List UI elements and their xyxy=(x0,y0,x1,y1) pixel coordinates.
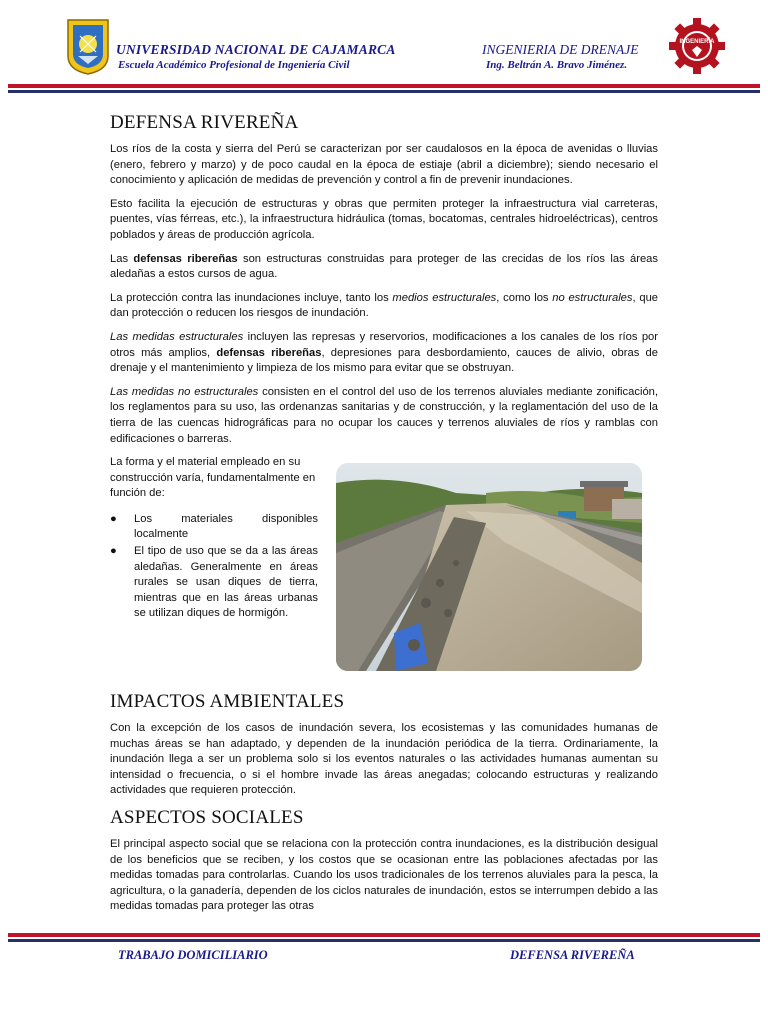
figure-text xyxy=(110,455,318,623)
list-item: ● El tipo de uso que se da a las áreas aledañas. Generalmente en áreas rurales se usan diques de tierra, mientras que en las áreas urbanas se utilizan diques de hormigón. xyxy=(110,545,318,620)
engineering-gear-logo xyxy=(668,17,726,75)
paragraph: Con la excepción de los casos de inundación severa, los ecosistemas y las comunidades humanas de muchas áreas se han adaptado, y dependen de la inundación periódica de la tierra. Ordinariamente, la inundación llega a ser un problema solo si los eventos naturales o las actividades humanas aumentan su intensidad o frecuencia, o si el hombre invade las áreas anegadas; colocando estructuras y realizando actividades que requieren protección. xyxy=(110,722,658,797)
paragraph: La protección contra las inundaciones incluye, tanto los medios estructurales, como los no estructurales, que dan protección o reducen los riesgos de inundación. xyxy=(110,291,659,320)
document-body xyxy=(110,112,658,923)
header-rule xyxy=(8,84,760,93)
university-name: UNIVERSIDAD NACIONAL DE CAJAMARCA xyxy=(116,42,396,57)
paragraph: Las defensas ribereñas son estructuras construidas para proteger de las crecidas de los ríos las áreas aledañas a estos cursos de agua. xyxy=(110,252,658,281)
bullet-icon: ● xyxy=(110,512,117,525)
section-title-aspectos: ASPECTOS SOCIALES xyxy=(110,807,304,829)
section-title-impactos: IMPACTOS AMBIENTALES xyxy=(110,691,345,713)
page-header xyxy=(0,0,768,96)
paragraph: Esto facilita la ejecución de estructuras y obras que permiten proteger la infraestructura vial carreteras, puentes, vías férreas, etc.), la infraestructura hidráulica (tomas, bocatomas, centrales hidroeléctricas), centros poblados y áreas de producción agrícola. xyxy=(110,197,658,241)
logo-lettering: INGENIERÍA xyxy=(679,39,715,45)
professor-name: Ing. Beltrán A. Bravo Jiménez. xyxy=(486,59,628,71)
section-title-defensa: DEFENSA RIVEREÑA xyxy=(110,112,299,133)
paragraph: Los ríos de la costa y sierra del Perú se caracterizan por ser caudalosos en la época de avenidas o lluvias (enero, febrero y marzo) y de poco caudal en la época de estiaje (abril a diciembre); siendo necesario el conocimiento y aplicación de medidas de prevención y control a fin de prevenir inundaciones. xyxy=(110,143,658,187)
paragraph: Las medidas no estructurales consisten en el control del uso de los terrenos aluviales mediante zonificación, los reglamentos para su uso, las ordenanzas sanitarias y de construcción, y la reglamentación del uso de la tierra de las cuencas hidrográficas para no ocupar los cauces y terrenos aluviales de ríos y ramblas con edificaciones o barreras. xyxy=(110,385,658,445)
paragraph: El principal aspecto social que se relaciona con la protección contra inundaciones, es la distribución desigual de los beneficios que se reciben, y los costos que se ocasionan entre las poblaciones afectadas por las medidas tomadas para controlarlas. Cuando los usos tradicionales de los terrenos aluviales para la pesca, la agricultura, o la ganadería, dependen de los ciclos naturales de inundación, estos se interrumpen debido a las medidas tomadas para proteger las otras xyxy=(110,838,658,913)
footer-right-text: DEFENSA RIVEREÑA xyxy=(510,948,635,962)
course-name: INGENIERIA DE DRENAJE xyxy=(482,42,639,57)
footer-rule xyxy=(8,933,760,942)
school-name: Escuela Académico Profesional de Ingeniería Civil xyxy=(118,59,350,71)
paragraph: La forma y el material empleado en su construcción varía, fundamentalmente en función de: xyxy=(110,456,316,500)
bullet-icon: ● xyxy=(110,545,117,558)
figure-row xyxy=(110,455,658,677)
list-item: ● Los materiales disponibles localmente xyxy=(110,512,318,541)
paragraph: Las medidas estructurales incluyen las represas y reservorios, modificaciones a los canales de los ríos por otros más amplios, defensas ribereñas, depresiones para desbordamiento, cauces de alivio, obras de drenaje y el mantenimiento y limpieza de los mismo para evitar que se obstruyan. xyxy=(110,330,658,375)
river-defense-photo xyxy=(336,463,642,671)
footer-left-text: TRABAJO DOMICILIARIO xyxy=(118,948,268,962)
bullet-list xyxy=(110,512,318,622)
university-crest-logo xyxy=(66,16,110,76)
